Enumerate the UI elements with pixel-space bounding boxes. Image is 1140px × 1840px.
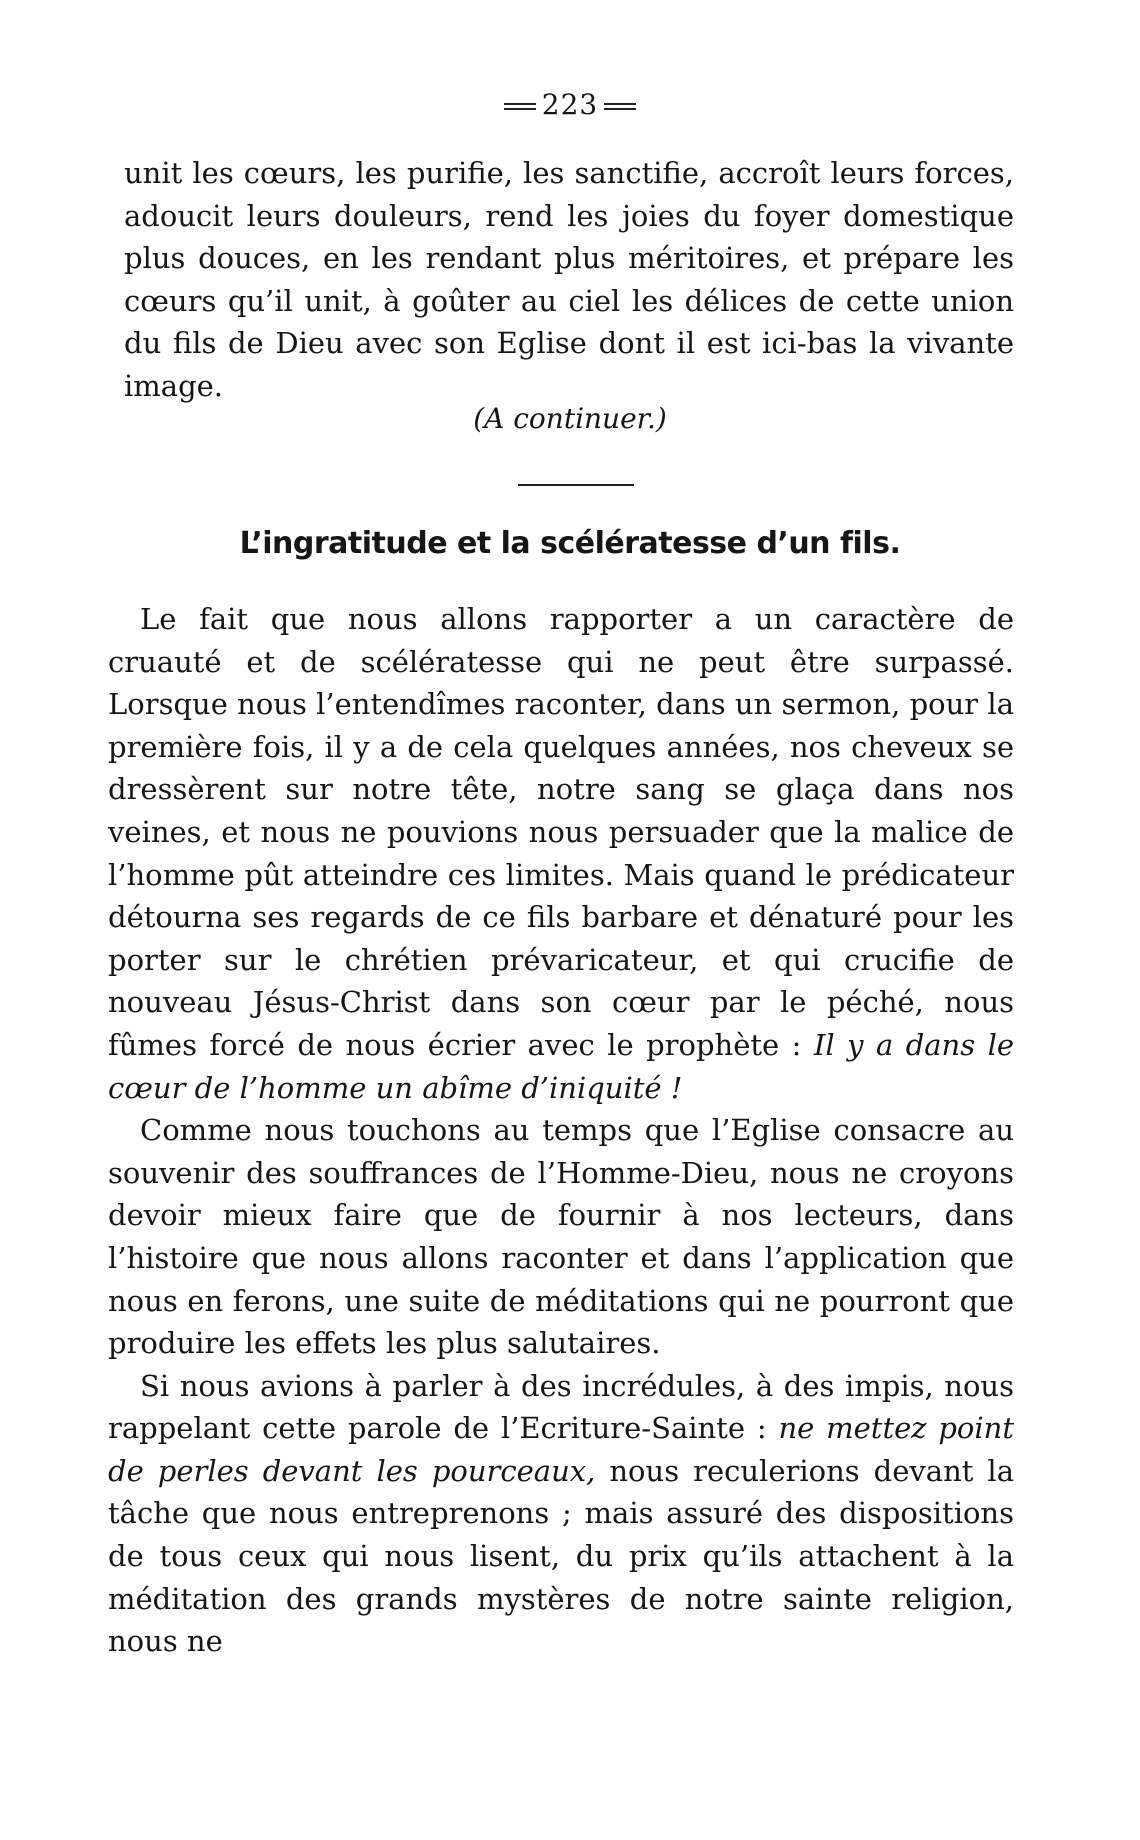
article-paragraph-1-text: Le fait que nous allons rapporter a un caractère de cruauté et de scélératesse qui ne peut être surpassé. Lorsque nous l’entendîmes raconter, dans un sermon, pour la première fois, il y a de cela quelques années, nos cheveux se dressèrent sur notre tête, notre sang se glaça dans nos veines, et nous ne pouvions nous persuader que la malice de l’homme pût atteindre ces limites. Mais quand le prédicateur détourna ses regards de ce fils barbare et dénaturé pour les porter sur le chrétien prévaricateur, et qui crucifie de nouveau Jésus-Christ dans son cœur par le péché, nous fûmes forcé de nous écrier avec le prophète : [108, 602, 1014, 1062]
continued-paragraph [124, 152, 1014, 408]
page-number [0, 88, 1140, 121]
continued-paragraph-text: unit les cœurs, les purifie, les sanctifie, accroît leurs forces, adoucit leurs douleurs, rend les joies du foyer domestique plus douces, en les rendant plus méritoires, et prépare les cœurs qu’il unit, à goûter au ciel les délices de cette union du fils de Dieu avec son Eglise dont il est ici-bas la vivante image. [124, 156, 1014, 403]
article-paragraph-3 [108, 1365, 1014, 1663]
article-paragraph-3-quote: ne mettez point de perles devant les pourceaux, [108, 1411, 1014, 1488]
section-separator [518, 484, 634, 486]
article-body [108, 598, 1014, 1663]
article-paragraph-1 [108, 598, 1014, 1109]
article-title: L’ingratitude et la scélératesse d’un fils. [239, 526, 901, 561]
article-paragraph-3-end: nous reculerions devant la tâche que nous entreprenons ; mais assuré des dispositions de tous ceux qui nous lisent, du prix qu’ils attachent à la méditation des grands mystères de notre sainte religion, nous ne [108, 1453, 1015, 1659]
page-number-dash-right [604, 103, 636, 110]
continue-note: (A continuer.) [473, 402, 667, 435]
article-paragraph-1-quote: Il y a dans le cœur de l’homme un abîme d’iniquité ! [108, 1027, 1015, 1105]
page-number-value: 223 [541, 88, 599, 121]
article-paragraph-3-start: Si nous avions à parler à des incrédules, à des impis, nous rappelant cette parole de l’Ecriture-Sainte : [108, 1368, 1014, 1446]
article-paragraph-2: Comme nous touchons au temps que l’Eglise consacre au souvenir des souffrances de l’Homme-Dieu, nous ne croyons devoir mieux faire que de fournir à nos lecteurs, dans l’histoire que nous allons raconter et dans l’application que nous en ferons, une suite de méditations qui ne pourront que produire les effets les plus salutaires. [108, 1113, 1014, 1361]
page-number-dash-left [504, 103, 536, 110]
